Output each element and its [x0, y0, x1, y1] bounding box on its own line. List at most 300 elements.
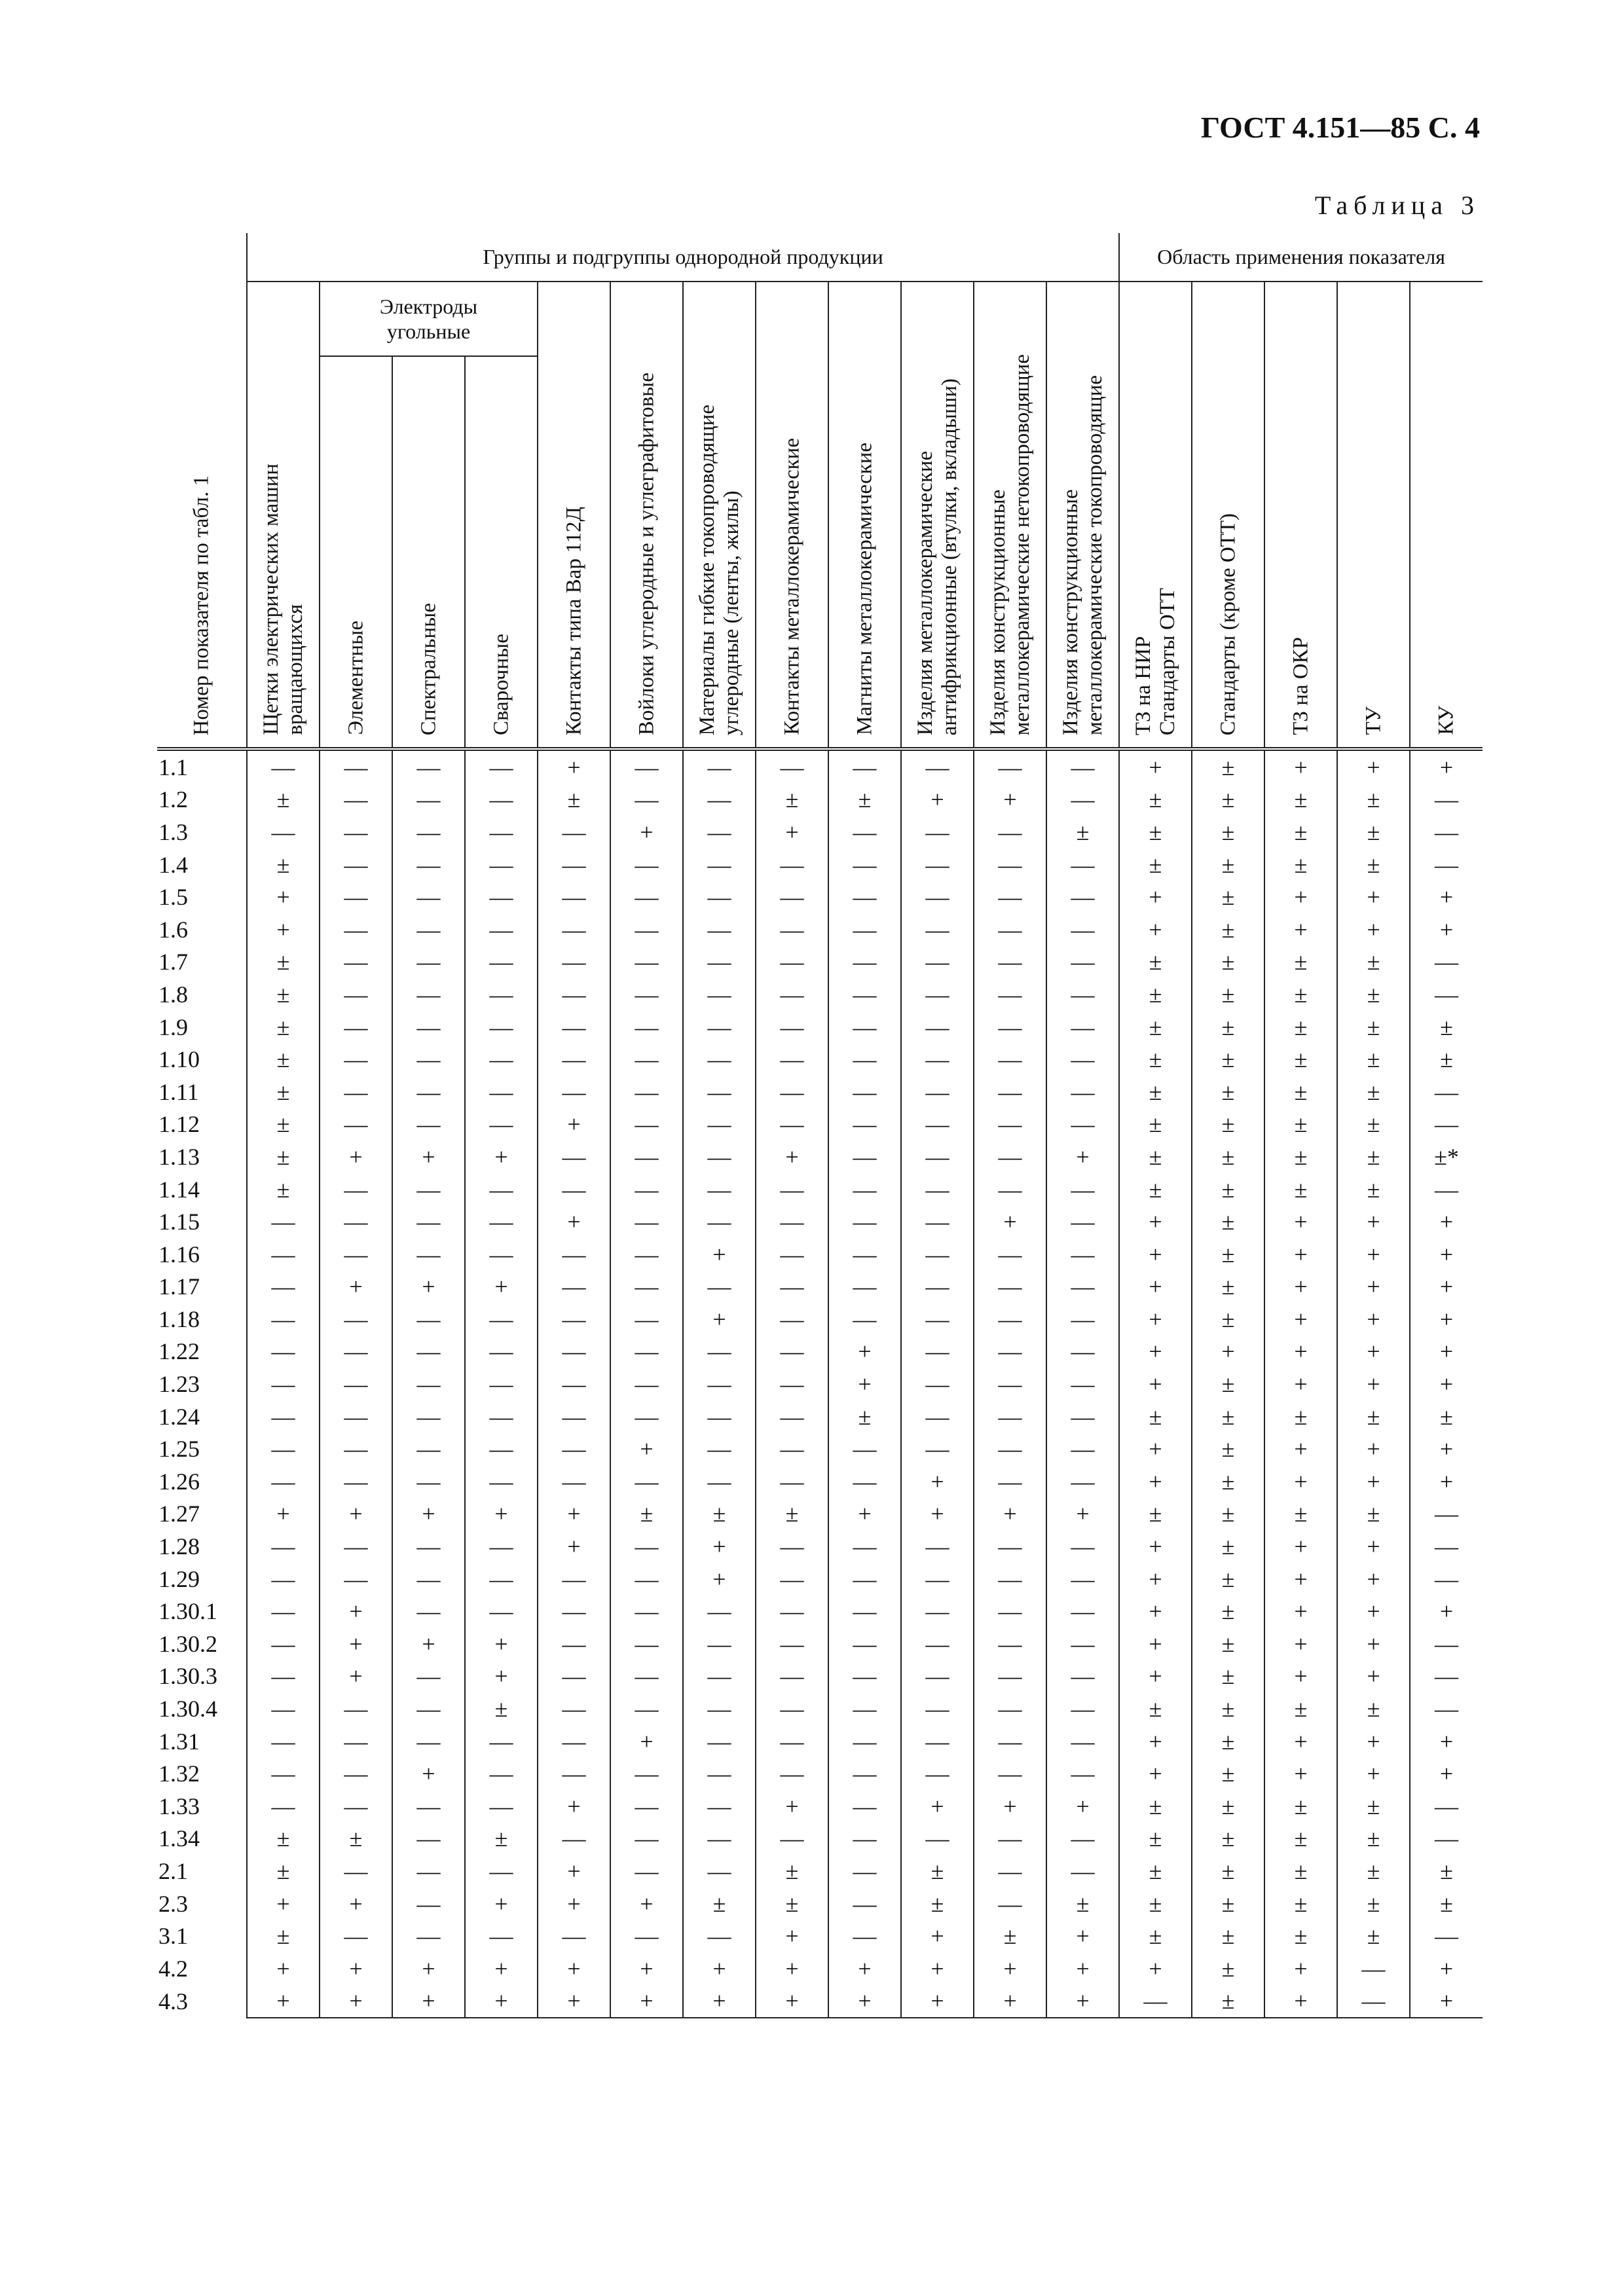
value-cell: —: [828, 913, 901, 946]
value-cell: ±: [1264, 1140, 1337, 1173]
value-cell: —: [392, 1368, 465, 1400]
value-cell: +: [1192, 1336, 1264, 1368]
value-cell: —: [392, 1823, 465, 1855]
value-cell: —: [392, 1205, 465, 1238]
value-cell: —: [828, 1432, 901, 1465]
value-cell: —: [320, 1238, 392, 1271]
row-number-cell: 1.22: [157, 1336, 247, 1368]
value-cell: —: [1046, 1465, 1119, 1498]
value-cell: ±: [1337, 1173, 1410, 1206]
row-number-cell: 1.23: [157, 1368, 247, 1400]
col-header-10: Изделия конструкционные металлокерамические нетокопроводящие: [974, 282, 1046, 749]
value-cell: ±: [1046, 816, 1119, 848]
value-cell: ±: [1192, 1011, 1264, 1044]
value-cell: +: [1337, 1725, 1410, 1758]
value-cell: +: [828, 1952, 901, 1985]
value-cell: —: [320, 1108, 392, 1141]
value-cell: —: [901, 978, 974, 1011]
table-row: [157, 1303, 1483, 1336]
value-cell: —: [610, 1011, 683, 1044]
scope-header: Область применения показателя: [1119, 233, 1483, 282]
value-cell: +: [320, 1887, 392, 1920]
value-cell: —: [465, 1400, 538, 1433]
value-cell: +: [320, 1660, 392, 1693]
value-cell: —: [320, 1303, 392, 1336]
value-cell: ±: [1192, 848, 1264, 881]
value-cell: —: [1046, 1303, 1119, 1336]
value-cell: +: [901, 1465, 974, 1498]
value-cell: ±: [1337, 1692, 1410, 1725]
value-cell: —: [901, 1628, 974, 1660]
value-cell: +: [465, 1271, 538, 1303]
value-cell: ±: [465, 1823, 538, 1855]
value-cell: —: [392, 1530, 465, 1563]
value-cell: —: [828, 1043, 901, 1076]
table-row: [157, 946, 1483, 979]
value-cell: ±: [1192, 1271, 1264, 1303]
value-cell: —: [320, 1011, 392, 1044]
value-cell: —: [320, 848, 392, 881]
value-cell: +: [465, 1952, 538, 1985]
value-cell: ±: [1119, 816, 1192, 848]
value-cell: ±: [1264, 816, 1337, 848]
value-cell: —: [828, 1887, 901, 1920]
value-cell: —: [538, 1432, 610, 1465]
row-number-cell: 1.32: [157, 1757, 247, 1790]
value-cell: —: [610, 1238, 683, 1271]
value-cell: —: [392, 1432, 465, 1465]
value-cell: —: [247, 1660, 320, 1693]
value-cell: ±: [1264, 1823, 1337, 1855]
value-cell: +: [1264, 1595, 1337, 1628]
value-cell: ±: [1337, 1823, 1410, 1855]
value-cell: —: [828, 1757, 901, 1790]
value-cell: —: [1046, 1660, 1119, 1693]
value-cell: —: [610, 1660, 683, 1693]
value-cell: —: [756, 881, 828, 913]
value-cell: ±: [247, 978, 320, 1011]
value-cell: +: [1046, 1498, 1119, 1531]
value-cell: —: [1046, 1368, 1119, 1400]
value-cell: +: [610, 1725, 683, 1758]
value-cell: —: [247, 1205, 320, 1238]
value-cell: —: [756, 913, 828, 946]
value-cell: ±: [1192, 1238, 1264, 1271]
value-cell: ±: [1192, 1205, 1264, 1238]
value-cell: —: [247, 1465, 320, 1498]
value-cell: ±: [1264, 848, 1337, 881]
value-cell: —: [538, 1400, 610, 1433]
value-cell: —: [610, 1563, 683, 1595]
value-cell: —: [1046, 1238, 1119, 1271]
value-cell: ±: [320, 1823, 392, 1855]
value-cell: —: [320, 1757, 392, 1790]
value-cell: —: [828, 1628, 901, 1660]
value-cell: ±: [1192, 881, 1264, 913]
value-cell: +: [392, 1757, 465, 1790]
value-cell: —: [974, 1011, 1046, 1044]
value-cell: ±: [1192, 1076, 1264, 1108]
value-cell: —: [538, 1303, 610, 1336]
value-cell: +: [247, 1498, 320, 1531]
value-cell: —: [756, 1238, 828, 1271]
value-cell: —: [1046, 1205, 1119, 1238]
value-cell: ±: [1337, 1140, 1410, 1173]
value-cell: +: [1046, 1952, 1119, 1985]
row-number-cell: 4.2: [157, 1952, 247, 1985]
value-cell: +: [610, 1432, 683, 1465]
value-cell: +: [1410, 881, 1483, 913]
value-cell: ±: [247, 1076, 320, 1108]
value-cell: —: [756, 1076, 828, 1108]
value-cell: —: [901, 1595, 974, 1628]
value-cell: —: [683, 1757, 756, 1790]
value-cell: +: [756, 816, 828, 848]
value-cell: —: [974, 1660, 1046, 1693]
value-cell: +: [1337, 1660, 1410, 1693]
value-cell: ±: [1264, 946, 1337, 979]
value-cell: —: [756, 1757, 828, 1790]
table-row: [157, 1790, 1483, 1823]
value-cell: —: [320, 881, 392, 913]
value-cell: +: [901, 1790, 974, 1823]
value-cell: —: [465, 749, 538, 784]
value-cell: +: [392, 1140, 465, 1173]
value-cell: —: [247, 749, 320, 784]
value-cell: +: [1264, 1205, 1337, 1238]
value-cell: ±: [247, 1043, 320, 1076]
row-number-cell: 1.6: [157, 913, 247, 946]
value-cell: —: [683, 1271, 756, 1303]
table-row: [157, 1628, 1483, 1660]
value-cell: —: [1046, 1595, 1119, 1628]
table-row: [157, 1205, 1483, 1238]
value-cell: ±: [1264, 1887, 1337, 1920]
value-cell: +: [1119, 881, 1192, 913]
value-cell: —: [1046, 881, 1119, 913]
value-cell: +: [1264, 1303, 1337, 1336]
table-row: [157, 1271, 1483, 1303]
value-cell: ±: [465, 1692, 538, 1725]
value-cell: —: [465, 1173, 538, 1206]
value-cell: +: [320, 1952, 392, 1985]
value-cell: —: [828, 881, 901, 913]
value-cell: ±: [1410, 1887, 1483, 1920]
row-number-cell: 1.16: [157, 1238, 247, 1271]
value-cell: —: [683, 913, 756, 946]
value-cell: —: [756, 1465, 828, 1498]
row-number-cell: 1.26: [157, 1465, 247, 1498]
table-row: [157, 1855, 1483, 1887]
value-cell: —: [538, 946, 610, 979]
value-cell: —: [247, 1368, 320, 1400]
row-number-cell: 1.25: [157, 1432, 247, 1465]
value-cell: —: [1410, 1530, 1483, 1563]
row-number-cell: 1.27: [157, 1498, 247, 1531]
value-cell: +: [1264, 1563, 1337, 1595]
value-cell: —: [1046, 1400, 1119, 1433]
value-cell: —: [828, 946, 901, 979]
table-row: [157, 1757, 1483, 1790]
value-cell: ±: [1192, 784, 1264, 816]
value-cell: —: [610, 1205, 683, 1238]
value-cell: +: [1264, 1368, 1337, 1400]
value-cell: —: [901, 1271, 974, 1303]
value-cell: +: [1337, 1432, 1410, 1465]
table-row: [157, 1173, 1483, 1206]
value-cell: ±: [901, 1855, 974, 1887]
value-cell: ±: [1337, 1887, 1410, 1920]
value-cell: —: [1410, 978, 1483, 1011]
value-cell: —: [1119, 1985, 1192, 2018]
value-cell: ±: [1119, 1043, 1192, 1076]
value-cell: +: [756, 1790, 828, 1823]
value-cell: +: [683, 1985, 756, 2018]
value-cell: —: [1046, 749, 1119, 784]
value-cell: +: [320, 1140, 392, 1173]
value-cell: —: [1410, 816, 1483, 848]
table-row: [157, 1043, 1483, 1076]
value-cell: —: [320, 1855, 392, 1887]
value-cell: —: [974, 1563, 1046, 1595]
table-row: [157, 1595, 1483, 1628]
value-cell: ±: [1192, 1400, 1264, 1433]
value-cell: —: [538, 1271, 610, 1303]
value-cell: +: [1119, 1336, 1192, 1368]
value-cell: —: [465, 1205, 538, 1238]
value-cell: ±: [1410, 1400, 1483, 1433]
value-cell: +: [1337, 1530, 1410, 1563]
table-row: [157, 1076, 1483, 1108]
value-cell: ±: [247, 1823, 320, 1855]
value-cell: —: [974, 1271, 1046, 1303]
value-cell: +: [1410, 1271, 1483, 1303]
value-cell: —: [974, 1628, 1046, 1660]
value-cell: —: [1046, 1076, 1119, 1108]
value-cell: —: [1046, 1108, 1119, 1141]
value-cell: —: [392, 784, 465, 816]
value-cell: —: [610, 1368, 683, 1400]
value-cell: +: [683, 1238, 756, 1271]
value-cell: —: [320, 1076, 392, 1108]
value-cell: —: [756, 1271, 828, 1303]
value-cell: —: [756, 1432, 828, 1465]
table-row: [157, 1140, 1483, 1173]
value-cell: —: [1410, 1076, 1483, 1108]
table-row: [157, 1400, 1483, 1433]
value-cell: —: [465, 1530, 538, 1563]
value-cell: —: [538, 1692, 610, 1725]
value-cell: —: [683, 1790, 756, 1823]
value-cell: —: [1046, 1757, 1119, 1790]
value-cell: —: [1046, 1173, 1119, 1206]
value-cell: —: [1046, 946, 1119, 979]
value-cell: ±: [1119, 978, 1192, 1011]
value-cell: +: [1337, 1303, 1410, 1336]
value-cell: ±: [1192, 1692, 1264, 1725]
value-cell: —: [1410, 1628, 1483, 1660]
col-header-16: КУ: [1410, 282, 1483, 749]
value-cell: —: [756, 848, 828, 881]
value-cell: —: [1046, 1043, 1119, 1076]
value-cell: ±: [1192, 978, 1264, 1011]
value-cell: —: [901, 816, 974, 848]
value-cell: ±: [1192, 1595, 1264, 1628]
value-cell: —: [392, 1238, 465, 1271]
value-cell: —: [610, 749, 683, 784]
value-cell: +: [1410, 1432, 1483, 1465]
value-cell: —: [392, 913, 465, 946]
value-cell: —: [901, 1336, 974, 1368]
value-cell: +: [1264, 1985, 1337, 2018]
value-cell: +: [974, 1985, 1046, 2018]
row-number-cell: 1.2: [157, 784, 247, 816]
value-cell: —: [756, 1563, 828, 1595]
value-cell: +: [465, 1498, 538, 1531]
value-cell: ±: [1119, 784, 1192, 816]
value-cell: —: [610, 1465, 683, 1498]
value-cell: +: [247, 1985, 320, 2018]
value-cell: —: [320, 1173, 392, 1206]
value-cell: +: [1119, 913, 1192, 946]
value-cell: ±: [1192, 1920, 1264, 1952]
value-cell: —: [756, 1173, 828, 1206]
value-cell: —: [538, 848, 610, 881]
value-cell: —: [683, 1465, 756, 1498]
value-cell: —: [320, 784, 392, 816]
value-cell: ±: [1264, 1173, 1337, 1206]
value-cell: +: [1046, 1985, 1119, 2018]
value-cell: ±: [1410, 1011, 1483, 1044]
value-cell: +: [1337, 913, 1410, 946]
value-cell: ±: [247, 784, 320, 816]
value-cell: +: [683, 1303, 756, 1336]
row-number-cell: 1.4: [157, 848, 247, 881]
row-number-cell: 1.30.1: [157, 1595, 247, 1628]
value-cell: +: [1410, 1757, 1483, 1790]
value-cell: —: [320, 978, 392, 1011]
value-cell: —: [756, 1336, 828, 1368]
value-cell: —: [828, 1076, 901, 1108]
value-cell: —: [828, 1465, 901, 1498]
value-cell: —: [465, 1855, 538, 1887]
value-cell: +: [1264, 749, 1337, 784]
value-cell: —: [756, 1823, 828, 1855]
value-cell: —: [538, 1368, 610, 1400]
value-cell: +: [828, 1368, 901, 1400]
value-cell: —: [901, 1011, 974, 1044]
value-cell: —: [683, 1336, 756, 1368]
value-cell: ±: [1192, 1855, 1264, 1887]
value-cell: ±: [1264, 1692, 1337, 1725]
value-cell: +: [1264, 1628, 1337, 1660]
value-cell: ±: [1337, 1076, 1410, 1108]
value-cell: +: [1046, 1920, 1119, 1952]
value-cell: —: [538, 1757, 610, 1790]
value-cell: +: [1119, 1368, 1192, 1400]
value-cell: —: [974, 816, 1046, 848]
row-number-cell: 1.34: [157, 1823, 247, 1855]
value-cell: —: [610, 1757, 683, 1790]
value-cell: —: [683, 1725, 756, 1758]
value-cell: +: [320, 1498, 392, 1531]
value-cell: —: [901, 1303, 974, 1336]
value-cell: ±: [1264, 1011, 1337, 1044]
value-cell: ±: [901, 1887, 974, 1920]
value-cell: —: [683, 946, 756, 979]
value-cell: +: [247, 881, 320, 913]
value-cell: ±: [1192, 1985, 1264, 2018]
value-cell: +: [1264, 1238, 1337, 1271]
value-cell: —: [901, 1108, 974, 1141]
value-cell: —: [683, 1140, 756, 1173]
value-cell: —: [901, 1432, 974, 1465]
value-cell: —: [538, 913, 610, 946]
value-cell: —: [610, 913, 683, 946]
col-header-2: Спектральные: [392, 356, 465, 749]
value-cell: +: [320, 1271, 392, 1303]
value-cell: —: [683, 1108, 756, 1141]
row-number-cell: 1.7: [157, 946, 247, 979]
value-cell: ±: [1192, 913, 1264, 946]
value-cell: ±: [247, 1108, 320, 1141]
value-cell: ±: [1119, 1011, 1192, 1044]
value-cell: —: [683, 1173, 756, 1206]
value-cell: —: [901, 1400, 974, 1433]
value-cell: +: [974, 784, 1046, 816]
value-cell: —: [756, 1108, 828, 1141]
value-cell: ±: [1264, 1108, 1337, 1141]
value-cell: —: [247, 1303, 320, 1336]
value-cell: —: [465, 978, 538, 1011]
value-cell: +: [828, 1498, 901, 1531]
value-cell: —: [610, 1530, 683, 1563]
value-cell: —: [974, 1108, 1046, 1141]
value-cell: —: [610, 1920, 683, 1952]
value-cell: —: [320, 1563, 392, 1595]
col-header-9: Изделия металлокерамические антифрикционные (втулки, вкладыши): [901, 282, 974, 749]
table-row: [157, 816, 1483, 848]
value-cell: ±: [1119, 1855, 1192, 1887]
value-cell: —: [828, 1563, 901, 1595]
value-cell: —: [320, 913, 392, 946]
value-cell: —: [756, 946, 828, 979]
value-cell: —: [610, 1336, 683, 1368]
value-cell: —: [610, 1790, 683, 1823]
value-cell: +: [465, 1985, 538, 2018]
value-cell: —: [247, 1725, 320, 1758]
value-cell: —: [974, 1855, 1046, 1887]
value-cell: ±: [1337, 1790, 1410, 1823]
value-cell: —: [392, 1563, 465, 1595]
value-cell: —: [465, 1368, 538, 1400]
col-header-13: Стандарты (кроме ОТТ): [1192, 282, 1264, 749]
value-cell: ±: [1119, 1076, 1192, 1108]
value-cell: —: [828, 1303, 901, 1336]
value-cell: —: [1410, 848, 1483, 881]
value-cell: ±: [1192, 1725, 1264, 1758]
value-cell: —: [974, 1465, 1046, 1498]
value-cell: —: [828, 749, 901, 784]
value-cell: —: [610, 1108, 683, 1141]
value-cell: —: [756, 1595, 828, 1628]
value-cell: —: [247, 1757, 320, 1790]
value-cell: —: [465, 1790, 538, 1823]
value-cell: +: [1410, 1595, 1483, 1628]
value-cell: +: [465, 1887, 538, 1920]
table-row: [157, 881, 1483, 913]
value-cell: —: [1046, 1725, 1119, 1758]
